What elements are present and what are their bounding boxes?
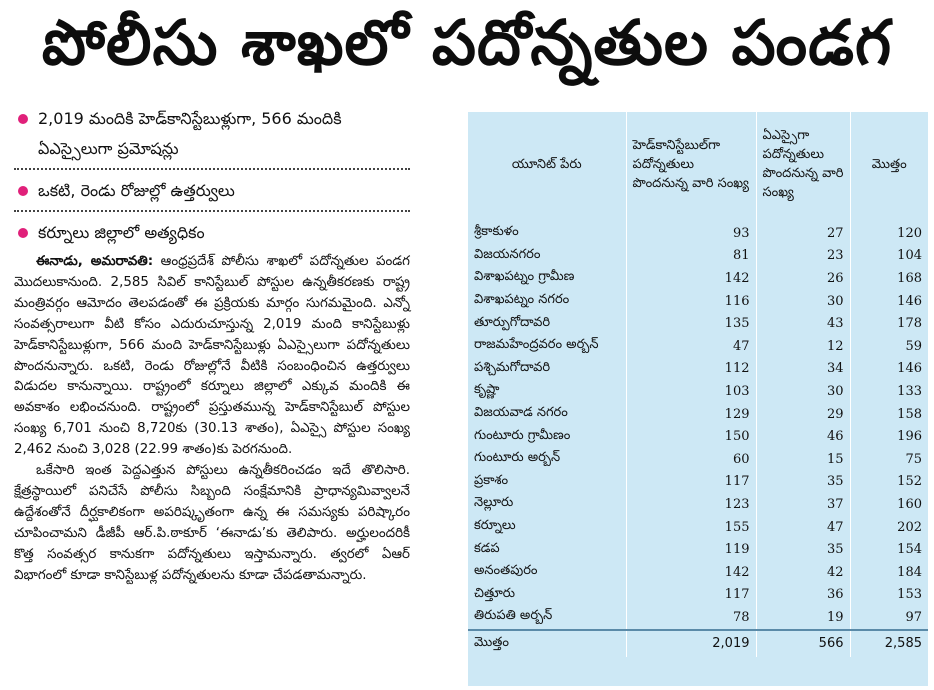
table-row (468, 312, 928, 335)
asi-count-cell: 47 (756, 516, 850, 539)
hc-count-cell: 117 (626, 584, 756, 607)
dotted-divider (14, 168, 410, 170)
table-row (468, 245, 928, 268)
bullet-text: 2,019 మందికి హెడ్‌కానిస్టేబుళ్లుగా, 566 మందికి ఏఎస్సైలుగా ప్రమోషన్లు (38, 109, 342, 158)
bullet-text: కర్నూలు జిల్లాలో అత్యధికం (38, 223, 205, 242)
table-row (468, 380, 928, 403)
unit-name-cell: చిత్తూరు (468, 584, 626, 607)
bullet-dot-icon (18, 114, 28, 124)
table-row (468, 216, 928, 245)
table-row (468, 425, 928, 448)
hc-count-cell: 135 (626, 312, 756, 335)
unit-name-cell: విజయవాడ నగరం (468, 403, 626, 426)
table-row (468, 584, 928, 607)
asi-count-cell: 19 (756, 606, 850, 630)
bullet-dot-icon (18, 228, 28, 238)
asi-count-cell: 35 (756, 538, 850, 561)
unit-name-cell: విజయనగరం (468, 245, 626, 268)
row-total-cell: 153 (897, 587, 922, 603)
unit-name-cell: విశాఖపట్నం నగరం (468, 290, 626, 313)
asi-count-cell: 29 (756, 403, 850, 426)
dotted-divider (14, 210, 410, 212)
table-row (468, 290, 928, 313)
asi-count-cell: 23 (756, 245, 850, 268)
unit-name-cell: అనంతపురం (468, 561, 626, 584)
asi-count-cell: 34 (756, 358, 850, 381)
asi-count-cell: 26 (756, 267, 850, 290)
table-row (468, 358, 928, 381)
row-total-cell: 146 (897, 293, 922, 309)
hc-count-cell: 150 (626, 425, 756, 448)
unit-name-cell: గుంటూరు అర్బన్ (468, 448, 626, 471)
row-total-cell: 133 (897, 383, 922, 399)
hc-count-cell: 47 (626, 335, 756, 358)
asi-count-cell: 46 (756, 425, 850, 448)
unit-name-cell: గుంటూరు గ్రామీణం (468, 425, 626, 448)
hc-count-cell: 129 (626, 403, 756, 426)
unit-name-cell: కడప (468, 538, 626, 561)
promotions-table (468, 112, 928, 657)
row-total-cell: 59 (905, 338, 922, 354)
hc-count-cell: 93 (626, 216, 756, 245)
article-body (14, 252, 410, 587)
row-total-cell: 196 (897, 429, 922, 445)
bullet-item (14, 218, 410, 248)
footer-grand-total: 2,585 (850, 630, 928, 657)
row-total-cell: 160 (897, 496, 922, 512)
unit-name-cell: నెల్లూరు (468, 493, 626, 516)
article-paragraph: ఒకేసారి ఇంత పెద్దఎత్తున పోస్టులు ఉన్నతీకరించడం ఇదే తొలిసారి. క్షేత్రస్థాయిలో పనిచేసే పోలీసు సిబ్బంది సంక్షేమానికి ప్రాధాన్యమివ్వాలనే ఉద్దేశంతోనే దీర్ఘకాలికంగా అపరిష్కృతంగా ఉన్న ఈ సమస్యకు పరిష్కారం చూపించామని డీజీపీ ఆర్.పి.ఠాకూర్ ‘ఈనాడు’కు తెలిపారు. అర్హులందరికీ కొత్త సంవత్సర కానుకగా పదోన్నతులు ఇస్తామన్నారు. త్వరలో ఏఆర్ విభాగంలో కూడా కానిస్టేబుళ్ల పదోన్నతులను కూడా చేపడతామన్నారు. (14, 463, 410, 583)
asi-count-cell: 43 (756, 312, 850, 335)
unit-name-cell: విశాఖపట్నం గ్రామీణ (468, 267, 626, 290)
asi-count-cell: 12 (756, 335, 850, 358)
table-row (468, 335, 928, 358)
header-total: మొత్తం (871, 156, 907, 172)
unit-name-cell: కృష్ణా (468, 380, 626, 403)
bullet-item (14, 176, 410, 206)
table-row (468, 267, 928, 290)
asi-count-cell: 30 (756, 290, 850, 313)
paragraph-text: ఆంధ్రప్రదేశ్ పోలీసు శాఖలో పదోన్నతుల పండగ మొదలుకానుంది. 2,585 సివిల్ కానిస్టేబుల్ పోస్టుల ఉన్నతీకరణకు రాష్ట్ర మంత్రివర్గం ఆమోదం తెలపడంతో ఈ ప్రక్రియకు మార్గం సుగమమైంది. ఎన్నో సంవత్సరాలుగా వీటి కోసం ఎదురుచూస్తున్న 2,019 మంది కానిస్టేబుళ్లు హెడ్‌కానిస్టేబుళ్లుగా, 566 మంది హెడ్‌కానిస్టేబుళ్లు ఏఎస్సైలుగా పదోన్నతులు పొందనున్నారు. ఒకటి, రెండు రోజుల్లోనే వీటికి సంబంధించిన ఉత్తర్వులు విడుదల కానున్నాయి. రాష్ట్రంలో కర్నూలు జిల్లాలో ఎక్కువ మందికి ఈ అవకాశం లభించనుంది. రాష్ట్రంలో ప్రస్తుతమున్న హెడ్‌కానిస్టేబుల్ పోస్టుల సంఖ్య 6,701 నుంచి 8,720కు (30.13 శాతం), ఏఎస్సై పోస్టుల సంఖ్య 2,462 నుంచి 3,028 (22.99 శాతం)కు పెరగనుంది. (14, 254, 410, 458)
row-total-cell: 158 (897, 406, 922, 422)
byline: ఈనాడు, అమరావతి: (36, 254, 154, 269)
table-header-row (468, 112, 928, 216)
bullet-dot-icon (18, 186, 28, 196)
hc-count-cell: 78 (626, 606, 756, 630)
hc-count-cell: 116 (626, 290, 756, 313)
table-row (468, 493, 928, 516)
unit-name-cell: ప్రకాశం (468, 471, 626, 494)
asi-count-cell: 42 (756, 561, 850, 584)
table-body (468, 216, 928, 630)
row-total-cell: 97 (905, 609, 922, 625)
unit-name-cell: శ్రీకాకుళం (468, 216, 626, 245)
article-column (14, 104, 410, 684)
header-unit-name: యూనిట్ పేరు (468, 112, 626, 216)
footer-asi-total: 566 (756, 630, 850, 657)
table-row (468, 403, 928, 426)
row-total-cell: 152 (897, 474, 922, 490)
table-row (468, 538, 928, 561)
table-footer-row (468, 630, 928, 657)
article-paragraph (14, 252, 410, 461)
bullet-item (14, 104, 410, 164)
table-row (468, 561, 928, 584)
asi-count-cell: 37 (756, 493, 850, 516)
table-row (468, 471, 928, 494)
bullet-text: ఒకటి, రెండు రోజుల్లో ఉత్తర్వులు (38, 181, 235, 200)
unit-name-cell: తూర్పుగోదావరి (468, 312, 626, 335)
asi-count-cell: 15 (756, 448, 850, 471)
row-total-cell: 146 (897, 361, 922, 377)
hc-count-cell: 123 (626, 493, 756, 516)
header-asi: ఏఎస్సైగా పదోన్నతులు పొందనున్న వారి సంఖ్య (756, 112, 850, 216)
hc-count-cell: 119 (626, 538, 756, 561)
row-total-cell: 75 (905, 451, 922, 467)
header-head-constable: హెడ్‌కానిస్టేబుల్‌గా పదోన్నతులు పొందనున్న వారి సంఖ్య (626, 112, 756, 216)
hc-count-cell: 103 (626, 380, 756, 403)
row-total-cell: 120 (897, 225, 922, 241)
table-row (468, 448, 928, 471)
hc-count-cell: 117 (626, 471, 756, 494)
headline: పోలీసు శాఖలో పదోన్నతుల పండగ (41, 6, 893, 79)
asi-count-cell: 30 (756, 380, 850, 403)
unit-name-cell: పశ్చిమగోదావరి (468, 358, 626, 381)
row-total-cell: 178 (897, 316, 922, 332)
hc-count-cell: 60 (626, 448, 756, 471)
hc-count-cell: 81 (626, 245, 756, 268)
footer-label: మొత్తం (468, 630, 626, 657)
unit-name-cell: తిరుపతి అర్బన్ (468, 606, 626, 630)
footer-hc-total: 2,019 (626, 630, 756, 657)
asi-count-cell: 35 (756, 471, 850, 494)
row-total-cell: 184 (897, 564, 922, 580)
promotions-table-box (468, 112, 928, 686)
table-row (468, 606, 928, 630)
row-total-cell: 154 (897, 542, 922, 558)
row-total-cell: 168 (897, 270, 922, 286)
asi-count-cell: 36 (756, 584, 850, 607)
unit-name-cell: కర్నూలు (468, 516, 626, 539)
row-total-cell: 104 (897, 248, 922, 264)
hc-count-cell: 142 (626, 267, 756, 290)
asi-count-cell: 27 (756, 216, 850, 245)
unit-name-cell: రాజమహేంద్రవరం అర్బన్ (468, 335, 626, 358)
hc-count-cell: 155 (626, 516, 756, 539)
table-row (468, 516, 928, 539)
hc-count-cell: 112 (626, 358, 756, 381)
row-total-cell: 202 (897, 519, 922, 535)
hc-count-cell: 142 (626, 561, 756, 584)
